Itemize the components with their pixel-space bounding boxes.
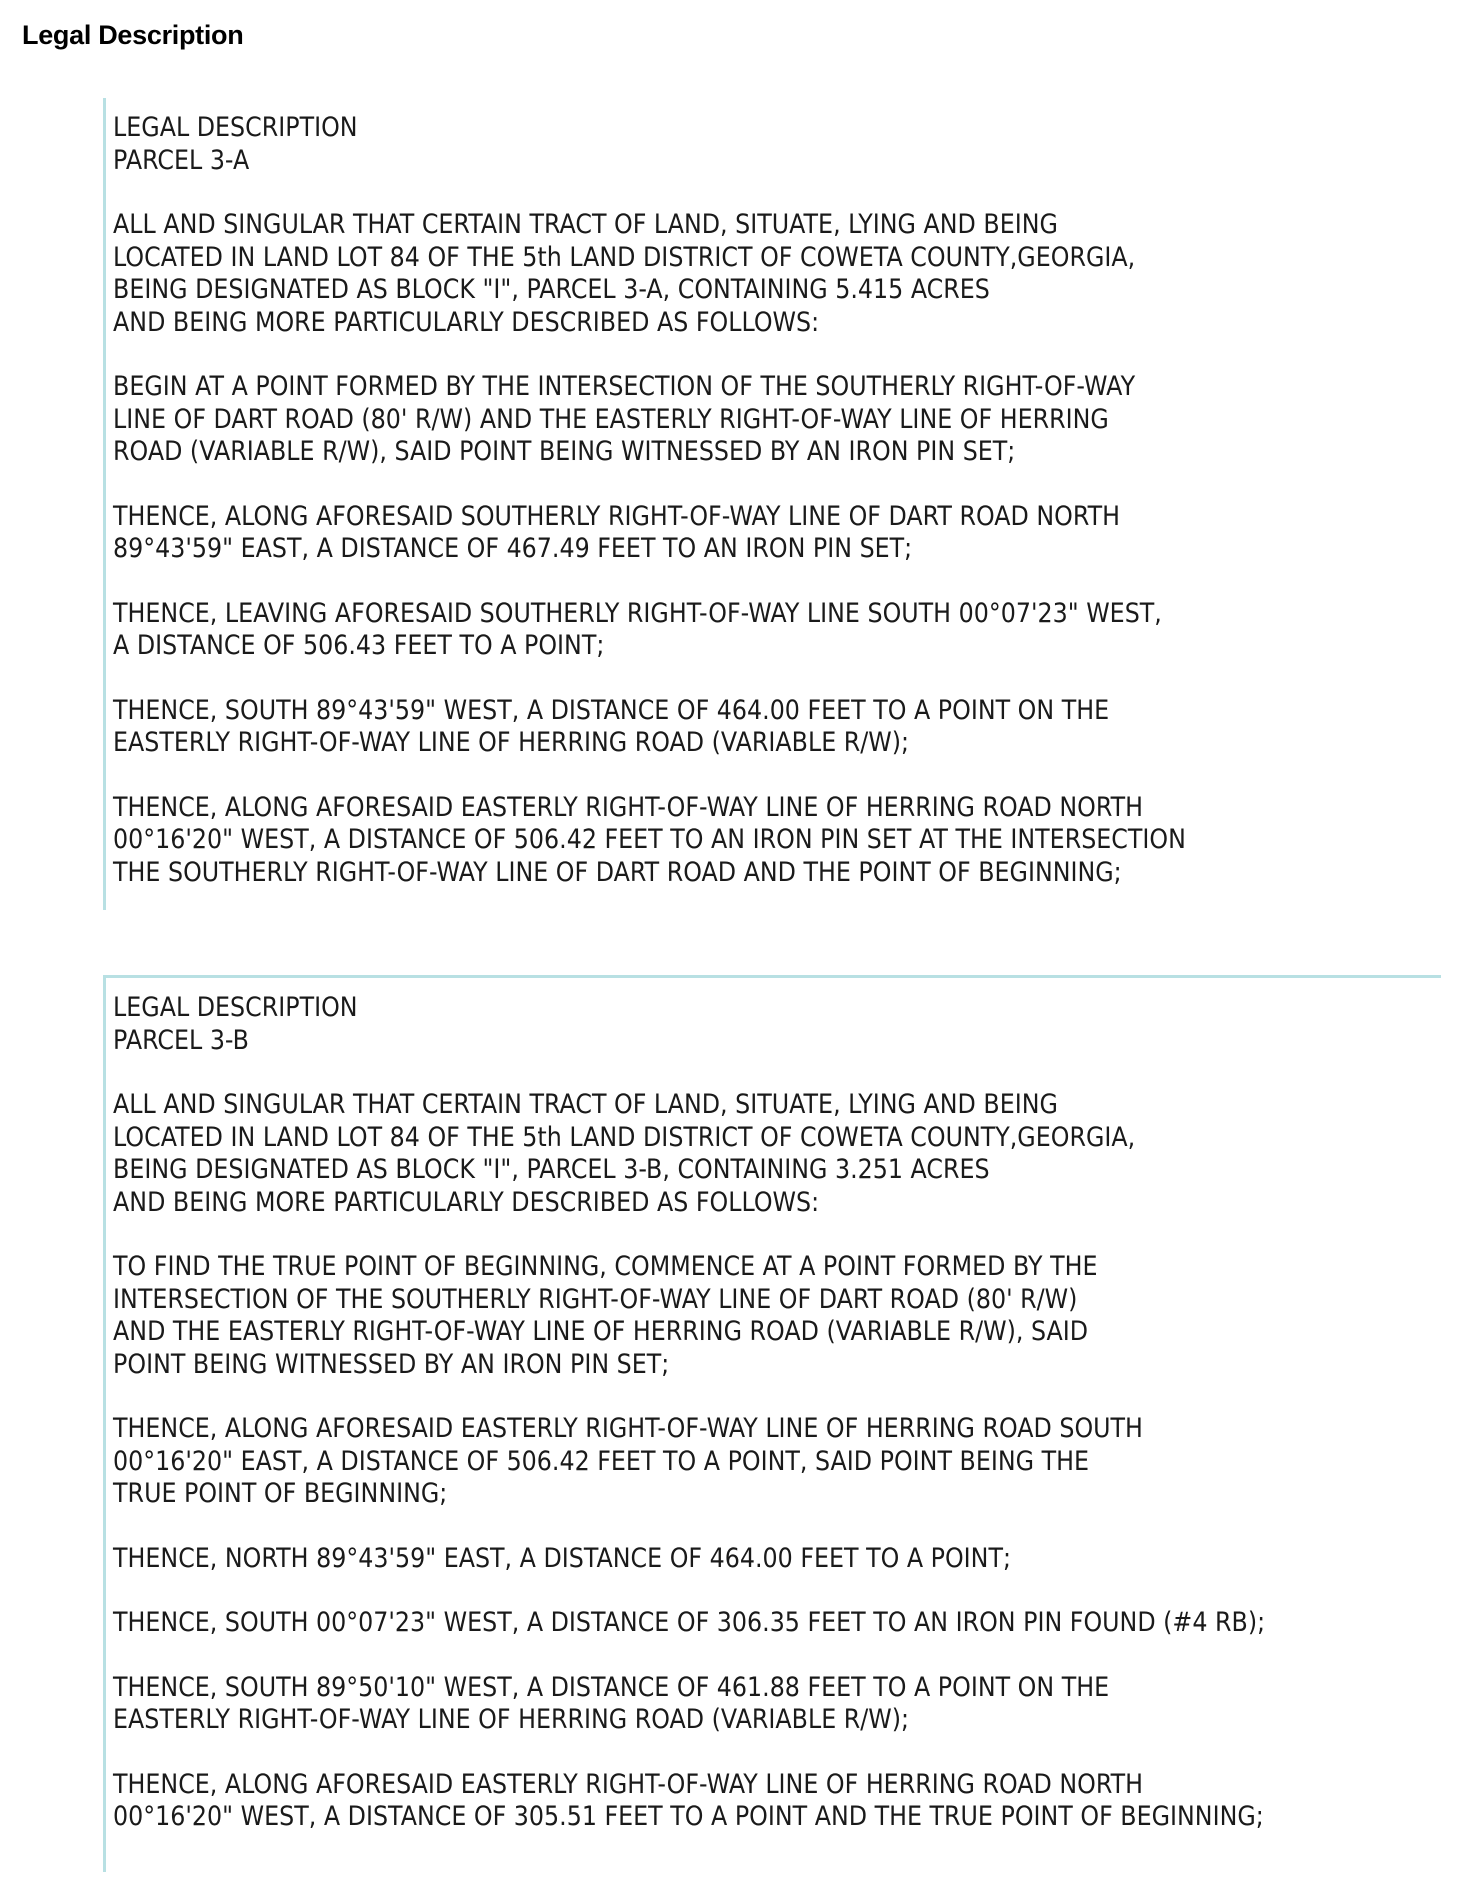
description-line: AND BEING MORE PARTICULARLY DESCRIBED AS FOLLOWS: — [113, 306, 820, 338]
description-line: EASTERLY RIGHT-OF-WAY LINE OF HERRING ROAD (VARIABLE R/W); — [113, 1704, 910, 1735]
description-line: THENCE, ALONG AFORESAID SOUTHERLY RIGHT-OF-WAY LINE OF DART ROAD NORTH — [113, 500, 1121, 532]
description-line: TO FIND THE TRUE POINT OF BEGINNING, COMMENCE AT A POINT FORMED BY THE — [113, 1251, 1098, 1282]
description-line: THENCE, SOUTH 89°43'59" WEST, A DISTANCE OF 464.00 FEET TO A POINT ON THE — [113, 694, 1110, 726]
description-line: 00°16'20" WEST, A DISTANCE OF 305.51 FEET TO A POINT AND THE TRUE POINT OF BEGINNING; — [113, 1801, 1264, 1832]
parcel-3b-text — [106, 992, 1265, 1834]
description-line: AND THE EASTERLY RIGHT-OF-WAY LINE OF HERRING ROAD (VARIABLE R/W), SAID — [113, 1316, 1089, 1347]
description-paragraph — [113, 1543, 1265, 1576]
paragraph-gap — [113, 1640, 1265, 1672]
description-paragraph — [113, 1251, 1265, 1381]
paragraph-gap — [113, 177, 1186, 209]
paragraph-gap — [113, 1057, 1265, 1089]
description-paragraph — [113, 792, 1186, 890]
description-paragraph — [113, 1089, 1265, 1219]
paragraph-gap — [113, 339, 1186, 371]
description-paragraph — [113, 209, 1186, 339]
paragraph-gap — [113, 566, 1186, 598]
paragraph-gap — [113, 1381, 1265, 1413]
description-paragraph — [113, 1769, 1265, 1834]
document-heading: Legal Description — [22, 20, 244, 50]
description-line: ROAD (VARIABLE R/W), SAID POINT BEING WITNESSED BY AN IRON PIN SET; — [113, 436, 1016, 467]
paragraph-gap — [113, 663, 1186, 695]
description-paragraph — [113, 1672, 1265, 1737]
description-line: THE SOUTHERLY RIGHT-OF-WAY LINE OF DART ROAD AND THE POINT OF BEGINNING; — [113, 856, 1122, 888]
paragraph-gap — [113, 469, 1186, 501]
description-line: TRUE POINT OF BEGINNING; — [113, 1478, 448, 1509]
description-line: THENCE, ALONG AFORESAID EASTERLY RIGHT-OF-WAY LINE OF HERRING ROAD SOUTH — [113, 1413, 1143, 1444]
description-line: ALL AND SINGULAR THAT CERTAIN TRACT OF LAND, SITUATE, LYING AND BEING — [113, 1089, 1058, 1120]
parcel-3a-scan — [103, 98, 1446, 910]
parcel-title: LEGAL DESCRIPTION — [113, 112, 358, 143]
description-line: THENCE, LEAVING AFORESAID SOUTHERLY RIGHT-OF-WAY LINE SOUTH 00°07'23" WEST, — [113, 597, 1162, 629]
description-line: THENCE, NORTH 89°43'59" EAST, A DISTANCE OF 464.00 FEET TO A POINT; — [113, 1542, 1011, 1574]
paragraph-gap — [113, 1511, 1265, 1543]
description-line: AND BEING MORE PARTICULARLY DESCRIBED AS FOLLOWS: — [113, 1186, 820, 1218]
description-paragraph — [113, 501, 1186, 566]
description-line: LOCATED IN LAND LOT 84 OF THE 5th LAND DISTRICT OF COWETA COUNTY,GEORGIA, — [113, 241, 1136, 273]
description-line: 89°43'59" EAST, A DISTANCE OF 467.49 FEET TO AN IRON PIN SET; — [113, 533, 913, 564]
description-line: LOCATED IN LAND LOT 84 OF THE 5th LAND DISTRICT OF COWETA COUNTY,GEORGIA, — [113, 1121, 1136, 1153]
description-line: THENCE, SOUTH 89°50'10" WEST, A DISTANCE OF 461.88 FEET TO A POINT ON THE — [113, 1671, 1110, 1703]
description-line: BEGIN AT A POINT FORMED BY THE INTERSECTION OF THE SOUTHERLY RIGHT-OF-WAY — [113, 371, 1136, 402]
description-line: INTERSECTION OF THE SOUTHERLY RIGHT-OF-WAY LINE OF DART ROAD (80' R/W) — [113, 1283, 1078, 1315]
description-line: THENCE, SOUTH 00°07'23" WEST, A DISTANCE OF 306.35 FEET TO AN IRON PIN FOUND (#4 RB); — [113, 1607, 1266, 1638]
parcel-3a-text — [106, 112, 1186, 889]
description-line: BEING DESIGNATED AS BLOCK "I", PARCEL 3-A, CONTAINING 5.415 ACRES — [113, 274, 990, 305]
description-line: BEING DESIGNATED AS BLOCK "I", PARCEL 3-B, CONTAINING 3.251 ACRES — [113, 1154, 990, 1185]
parcel-label: PARCEL 3-A — [113, 144, 250, 176]
parcel-title: LEGAL DESCRIPTION — [113, 992, 358, 1023]
description-paragraph — [113, 598, 1186, 663]
paragraph-gap — [113, 1575, 1265, 1607]
description-line: EASTERLY RIGHT-OF-WAY LINE OF HERRING ROAD (VARIABLE R/W); — [113, 727, 910, 758]
description-paragraph — [113, 695, 1186, 760]
description-paragraph — [113, 371, 1186, 469]
description-line: ALL AND SINGULAR THAT CERTAIN TRACT OF LAND, SITUATE, LYING AND BEING — [113, 209, 1058, 240]
description-line: 00°16'20" WEST, A DISTANCE OF 506.42 FEET TO AN IRON PIN SET AT THE INTERSECTION — [113, 824, 1186, 855]
paragraph-gap — [113, 760, 1186, 792]
description-line: 00°16'20" EAST, A DISTANCE OF 506.42 FEET TO A POINT, SAID POINT BEING THE — [113, 1445, 1089, 1477]
description-line: THENCE, ALONG AFORESAID EASTERLY RIGHT-OF-WAY LINE OF HERRING ROAD NORTH — [113, 1768, 1143, 1800]
description-line: THENCE, ALONG AFORESAID EASTERLY RIGHT-OF-WAY LINE OF HERRING ROAD NORTH — [113, 791, 1143, 823]
paragraph-gap — [113, 1737, 1265, 1769]
parcel-3b-scan — [103, 975, 1441, 1872]
paragraph-gap — [113, 1219, 1265, 1251]
parcel-label: PARCEL 3-B — [113, 1024, 249, 1056]
description-line: LINE OF DART ROAD (80' R/W) AND THE EASTERLY RIGHT-OF-WAY LINE OF HERRING — [113, 403, 1109, 435]
description-line: A DISTANCE OF 506.43 FEET TO A POINT; — [113, 630, 605, 661]
description-paragraph — [113, 1607, 1265, 1640]
description-paragraph — [113, 1413, 1265, 1511]
description-line: POINT BEING WITNESSED BY AN IRON PIN SET; — [113, 1348, 670, 1380]
